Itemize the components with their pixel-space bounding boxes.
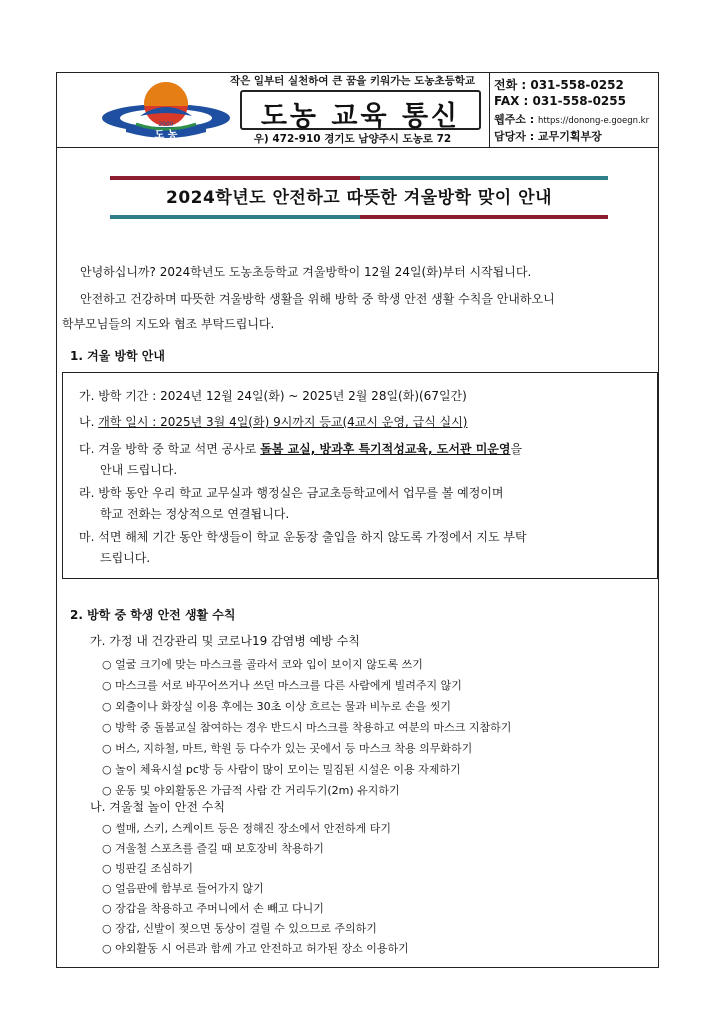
ga-rule-7: ○ 운동 및 야외활동은 가급적 사람 간 거리두기(2m) 유지하기 [102, 784, 400, 797]
na-rule-2: ○ 겨울철 스포츠를 즐길 때 보호장비 착용하기 [102, 842, 324, 855]
manager: 담당자 : 교무기획부장 [494, 130, 602, 143]
web-address [494, 111, 649, 127]
banner-bottom-bar-left [110, 215, 360, 219]
subsection-na: 나. 겨울철 놀이 안전 수칙 [90, 800, 225, 814]
intro-line-2: 안전하고 건강하며 따뜻한 겨울방학 생활을 위해 방학 중 학생 안전 생활 수칙을 안내하오니 [80, 292, 555, 306]
contact-info [489, 72, 659, 148]
web-label: 웹주소 : [494, 113, 538, 126]
phone-number: 전화 : 031-558-0252 [494, 78, 624, 92]
info-ra-line-1: 라. 방학 동안 우리 학교 교무실과 행정실은 금교초등학교에서 업무를 볼 예정이며 [79, 486, 504, 500]
ga-rule-4: ○ 방학 중 돌봄교실 참여하는 경우 반드시 마스크를 착용하고 여분의 마스크 지참하기 [102, 721, 512, 734]
info-ma-line-2: 드립니다. [100, 551, 151, 565]
subsection-ga: 가. 가정 내 건강관리 및 코로나19 감염병 예방 수칙 [90, 634, 360, 648]
ga-rule-2: ○ 마스크를 서로 바꾸어쓰거나 쓰던 마스크를 다른 사람에게 빌려주지 않기 [102, 679, 462, 692]
info-da-prefix: 다. 겨울 방학 중 학교 석면 공사로 [79, 442, 261, 456]
na-rule-1: ○ 썰매, 스키, 스케이트 등은 정해진 장소에서 안전하게 타기 [102, 822, 391, 835]
school-address: 우) 472-910 경기도 남양주시 도농로 72 [253, 133, 452, 145]
ga-rule-3: ○ 외출이나 화장실 이용 후에는 30초 이상 흐르는 물과 비누로 손을 씻기 [102, 700, 451, 713]
banner-top-bar-left [110, 176, 360, 180]
ga-rule-1: ○ 얼굴 크기에 맞는 마스크를 골라서 코와 입이 보이지 않도록 쓰기 [102, 658, 423, 671]
logo-year: 2000 [158, 121, 174, 128]
ga-rule-5: ○ 버스, 지하철, 마트, 학원 등 다수가 있는 곳에서 등 마스크 착용 의무화하기 [102, 742, 473, 755]
web-url[interactable]: https://donong-e.goegn.kr [537, 116, 650, 126]
info-da-line-2: 안내 드립니다. [100, 463, 178, 477]
banner-title: 2024학년도 안전하고 따뜻한 겨울방학 맞이 안내 [165, 188, 552, 208]
section-1-heading: 1. 겨울 방학 안내 [70, 349, 165, 363]
info-da-emph: 돌봄 교실, 방과후 특기적성교육, 도서관 미운영 [260, 442, 511, 456]
banner-top-bar-right [360, 176, 608, 180]
info-da [79, 440, 522, 457]
info-ga: 가. 방학 기간 : 2024년 12월 24일(화) ~ 2025년 2월 28일(화)(67일간) [79, 389, 467, 403]
intro-line-3: 학부모님들의 지도와 협조 부탁드립니다. [62, 317, 275, 331]
info-ra-line-2: 학교 전화는 정상적으로 연결됩니다. [100, 507, 290, 521]
info-na [79, 413, 467, 430]
na-rule-3: ○ 빙판길 조심하기 [102, 862, 193, 875]
ga-rule-6: ○ 놀이 체육시설 pc방 등 사람이 많이 모이는 밀집된 시설은 이용 자제하기 [102, 763, 461, 776]
na-rule-6: ○ 장갑, 신발이 젖으면 동상이 걸릴 수 있으므로 주의하기 [102, 922, 377, 935]
newsletter-title: 도농 교육 통신 [260, 101, 461, 132]
school-slogan: 작은 일부터 실천하여 큰 꿈을 키워가는 도농초등학교 [229, 75, 476, 87]
na-rule-7: ○ 야외활동 시 어른과 함께 가고 안전하고 허가된 장소 이용하기 [102, 942, 409, 955]
na-rule-4: ○ 얼음판에 함부로 들어가지 않기 [102, 882, 264, 895]
info-na-text: 개학 일시 : 2025년 3월 4일(화) 9시까지 등교(4교시 운영, 급식 실시) [98, 415, 468, 429]
section-2-heading: 2. 방학 중 학생 안전 생활 수칙 [70, 608, 236, 622]
banner-bottom-bar-right [360, 215, 608, 219]
na-rule-5: ○ 장갑을 착용하고 주머니에서 손 빼고 다니기 [102, 902, 324, 915]
logo-text: 도 농 [154, 130, 178, 141]
info-ma-line-1: 마. 석면 해체 기간 동안 학생들이 학교 운동장 출입을 하지 않도록 가정에서 지도 부탁 [79, 530, 527, 544]
vacation-info-box [62, 372, 658, 579]
newsletter-header [56, 72, 659, 148]
school-logo [96, 76, 236, 144]
title-box [240, 90, 481, 130]
info-na-prefix: 나. [79, 415, 99, 429]
intro-line-1: 안녕하십니까? 2024학년도 도농초등학교 겨울방학이 12월 24일(화)부터 시작됩니다. [80, 265, 532, 279]
info-da-suffix: 을 [510, 442, 523, 456]
fax-number: FAX : 031-558-0255 [494, 94, 626, 108]
